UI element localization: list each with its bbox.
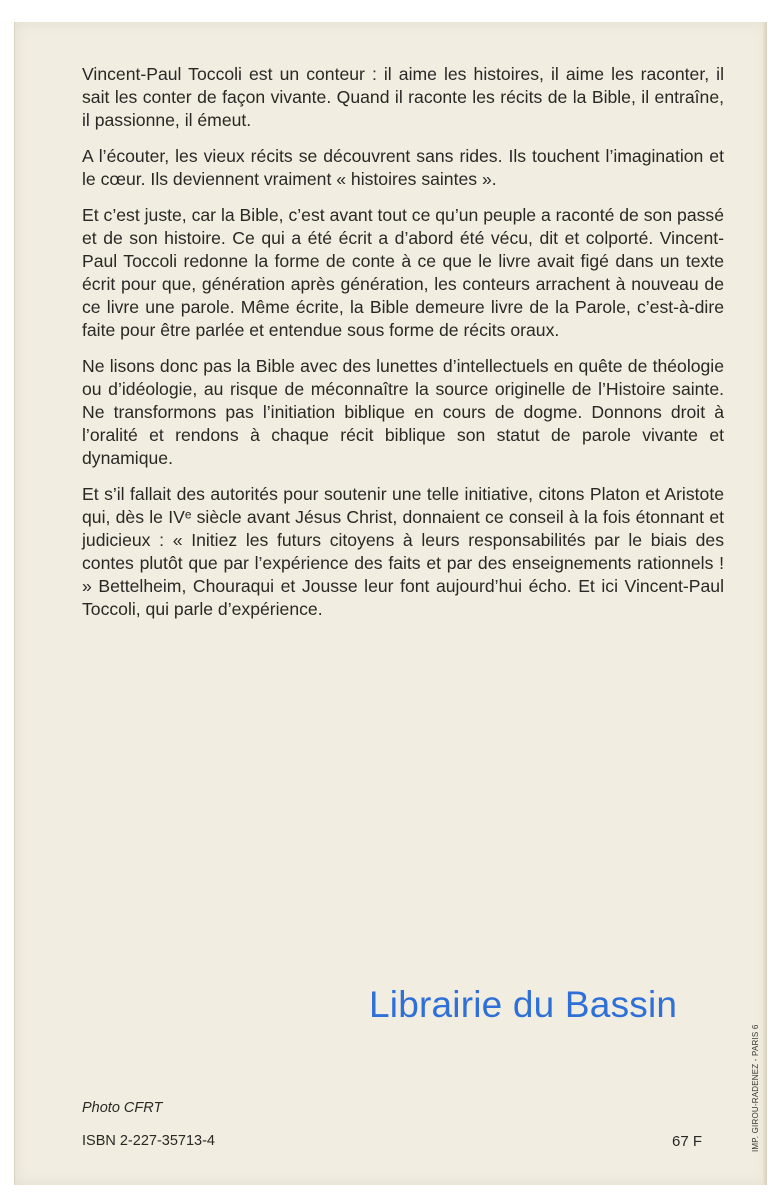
isbn: ISBN 2-227-35713-4 xyxy=(82,1133,215,1149)
printer-mark: IMP. GIROU-RADENEZ - PARIS 6 xyxy=(751,1024,760,1152)
blurb-paragraph-3: Et c’est juste, car la Bible, c’est avant tout ce qu’un peuple a raconté de son passé et de son histoire. Ce qui a été écrit a d’abord été vécu, dit et colporté. Vincent-Paul Toccoli redonne la forme de conte à ce que le livre avait figé dans un texte écrit pour que, génération après génération, les conteurs arrachent à nouveau de ce livre une parole. Même écrite, la Bible demeure livre de la Parole, c’est-à-dire faite pour être parlée et entendue sous forme de récits oraux. xyxy=(82,205,724,340)
blurb-paragraph-5: Et s’il fallait des autorités pour soutenir une telle initiative, citons Platon et Aristote qui, dès le IVᵉ siècle avant Jésus Christ, donnaient ce conseil à la fois étonnant et judicieux : « Initiez les futurs citoyens à leurs responsabilités par le biais des contes plutôt que par l’expérience des faits et par des enseignements rationnels ! » Bettelheim, Chouraqui et Jousse leur font aujourd’hui écho. Et ici Vincent-Paul Toccoli, qui parle d’expérience. xyxy=(82,484,724,619)
bookshop-watermark: Librairie du Bassin xyxy=(369,984,678,1025)
blurb-paragraph-4: Ne lisons donc pas la Bible avec des lunettes d’intellectuels en quête de théologie ou d’idéologie, au risque de méconnaître la source originelle de l’Histoire sainte. Ne transformons pas l’initiation biblique en cours de dogme. Donnons droit à l’oralité et rendons à chaque récit biblique son statut de parole vivante et dynamique. xyxy=(82,356,724,468)
blurb-paragraph-2: A l’écouter, les vieux récits se découvrent sans rides. Ils touchent l’imagination et le cœur. Ils deviennent vraiment « histoires saintes ». xyxy=(82,146,724,189)
photo-credit: Photo CFRT xyxy=(82,1100,163,1116)
blurb-text xyxy=(82,63,724,634)
price: 67 F xyxy=(672,1133,703,1150)
blurb-paragraph-1: Vincent-Paul Toccoli est un conteur : il aime les histoires, il aime les raconter, il sait les conter de façon vivante. Quand il raconte les récits de la Bible, il entraîne, il passionne, il émeut. xyxy=(82,64,724,130)
cover-edge xyxy=(763,22,767,1185)
